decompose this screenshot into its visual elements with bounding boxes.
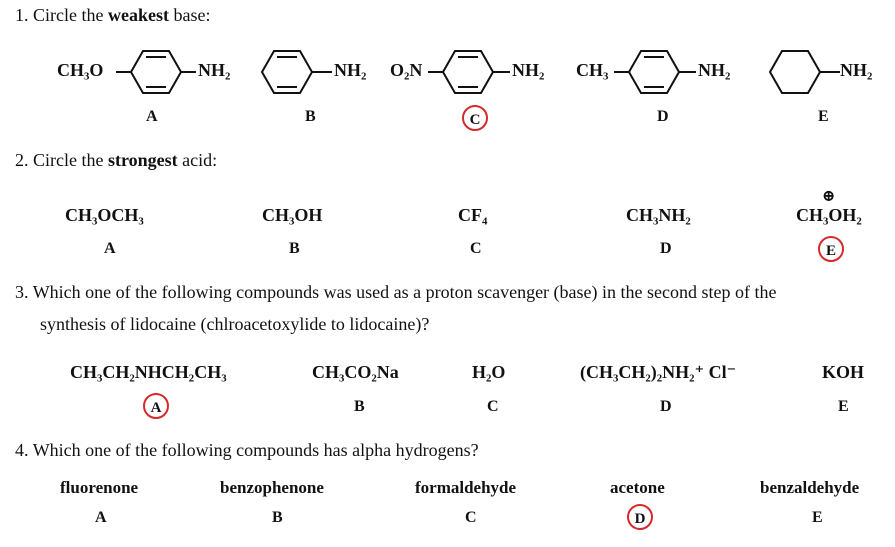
question-number: 3. bbox=[15, 282, 29, 302]
q1-choice-a-right-group: NH₂ bbox=[198, 60, 231, 80]
q4-choice-e-name: benzaldehyde bbox=[760, 478, 860, 497]
selection-circle: A bbox=[143, 393, 169, 419]
q1-choice-d-left-group: CH₃ bbox=[576, 60, 609, 80]
q2-choice-b-formula: CH₃OH bbox=[262, 205, 323, 225]
q4-choice-b-name: benzophenone bbox=[220, 478, 324, 497]
q3-choice-a-formula: CH₃CH₂NHCH₂CH₃ bbox=[70, 362, 227, 382]
q1-choice-d-right-group: NH₂ bbox=[698, 60, 731, 80]
q4-choice-d-name: acetone bbox=[610, 478, 665, 497]
question-2-prompt: 2. Circle the strongest acid: bbox=[15, 150, 218, 170]
q1-choice-c-right-group: NH₂ bbox=[512, 60, 545, 80]
q2-choice-e-letter[interactable] bbox=[818, 236, 844, 262]
q2-choice-a-letter[interactable]: A bbox=[104, 240, 116, 257]
q2-choice-a-formula: CH₃OCH₃ bbox=[65, 205, 144, 225]
q4-choice-d-letter[interactable] bbox=[627, 504, 653, 530]
q4-choice-e-letter[interactable]: E bbox=[812, 509, 823, 526]
question-1-prompt: 1. Circle the weakest base: bbox=[15, 5, 211, 25]
question-number: 1. bbox=[15, 5, 29, 25]
q2-choice-d-formula: CH₃NH₂ bbox=[626, 205, 691, 225]
q1-choice-b-letter[interactable]: B bbox=[305, 108, 316, 125]
q3-choice-c-letter[interactable]: C bbox=[487, 398, 499, 415]
q4-choice-c-name: formaldehyde bbox=[415, 478, 517, 497]
q3-choice-d-formula: (CH₃CH₂)₂NH₂⁺ Cl⁻ bbox=[580, 362, 737, 382]
q1-choice-b-right-group: NH₂ bbox=[334, 60, 367, 80]
q1-choice-e-right-group: NH₂ bbox=[840, 60, 873, 80]
question-3-prompt-line2: synthesis of lidocaine (chlroacetoxylide to lidocaine)? bbox=[40, 314, 430, 334]
q2-choice-c-letter[interactable]: C bbox=[470, 240, 482, 257]
q3-choice-e-letter[interactable]: E bbox=[838, 398, 849, 415]
question-3-prompt: 3. Which one of the following compounds was used as a proton scavenger (base) in the second step of the bbox=[15, 282, 777, 302]
selection-circle: D bbox=[627, 504, 653, 530]
q3-choice-b-letter[interactable]: B bbox=[354, 398, 365, 415]
q3-choice-a-letter[interactable] bbox=[143, 393, 169, 419]
q4-choice-b-letter[interactable]: B bbox=[272, 509, 283, 526]
cyclohexane-ring-icon bbox=[770, 45, 850, 97]
question-number: 2. bbox=[15, 150, 29, 170]
selection-circle: E bbox=[818, 236, 844, 262]
question-number: 4. bbox=[15, 440, 29, 460]
q2-choice-c-formula: CF₄ bbox=[458, 205, 488, 225]
q4-choice-c-letter[interactable]: C bbox=[465, 509, 477, 526]
q3-choice-d-letter[interactable]: D bbox=[660, 398, 672, 415]
question-4-prompt: 4. Which one of the following compounds has alpha hydrogens? bbox=[15, 440, 479, 460]
q1-choice-c-left-group: O₂N bbox=[390, 60, 423, 80]
benzene-ring-icon bbox=[116, 45, 196, 97]
q2-choice-e-formula: CH₃OH₂ bbox=[796, 205, 862, 225]
q1-choice-d-letter[interactable]: D bbox=[657, 108, 669, 125]
benzene-ring-icon bbox=[428, 45, 513, 97]
q4-choice-a-letter[interactable]: A bbox=[95, 509, 107, 526]
selection-circle: C bbox=[462, 105, 488, 131]
q1-choice-a-left-group: CH₃O bbox=[57, 60, 104, 80]
q4-choice-a-name: fluorenone bbox=[60, 478, 139, 497]
benzene-ring-icon bbox=[262, 45, 342, 97]
q3-choice-c-formula: H₂O bbox=[472, 362, 506, 382]
q3-choice-b-formula: CH₃CO₂Na bbox=[312, 362, 399, 382]
q2-choice-d-letter[interactable]: D bbox=[660, 240, 672, 257]
benzene-ring-icon bbox=[614, 45, 699, 97]
q1-choice-e-letter[interactable]: E bbox=[818, 108, 829, 125]
positive-charge-icon: ⊕ bbox=[822, 188, 836, 205]
q3-choice-e-formula: KOH bbox=[822, 362, 865, 382]
q1-choice-c-letter[interactable] bbox=[462, 105, 488, 131]
q2-choice-b-letter[interactable]: B bbox=[289, 240, 300, 257]
q1-choice-a-letter[interactable]: A bbox=[146, 108, 158, 125]
